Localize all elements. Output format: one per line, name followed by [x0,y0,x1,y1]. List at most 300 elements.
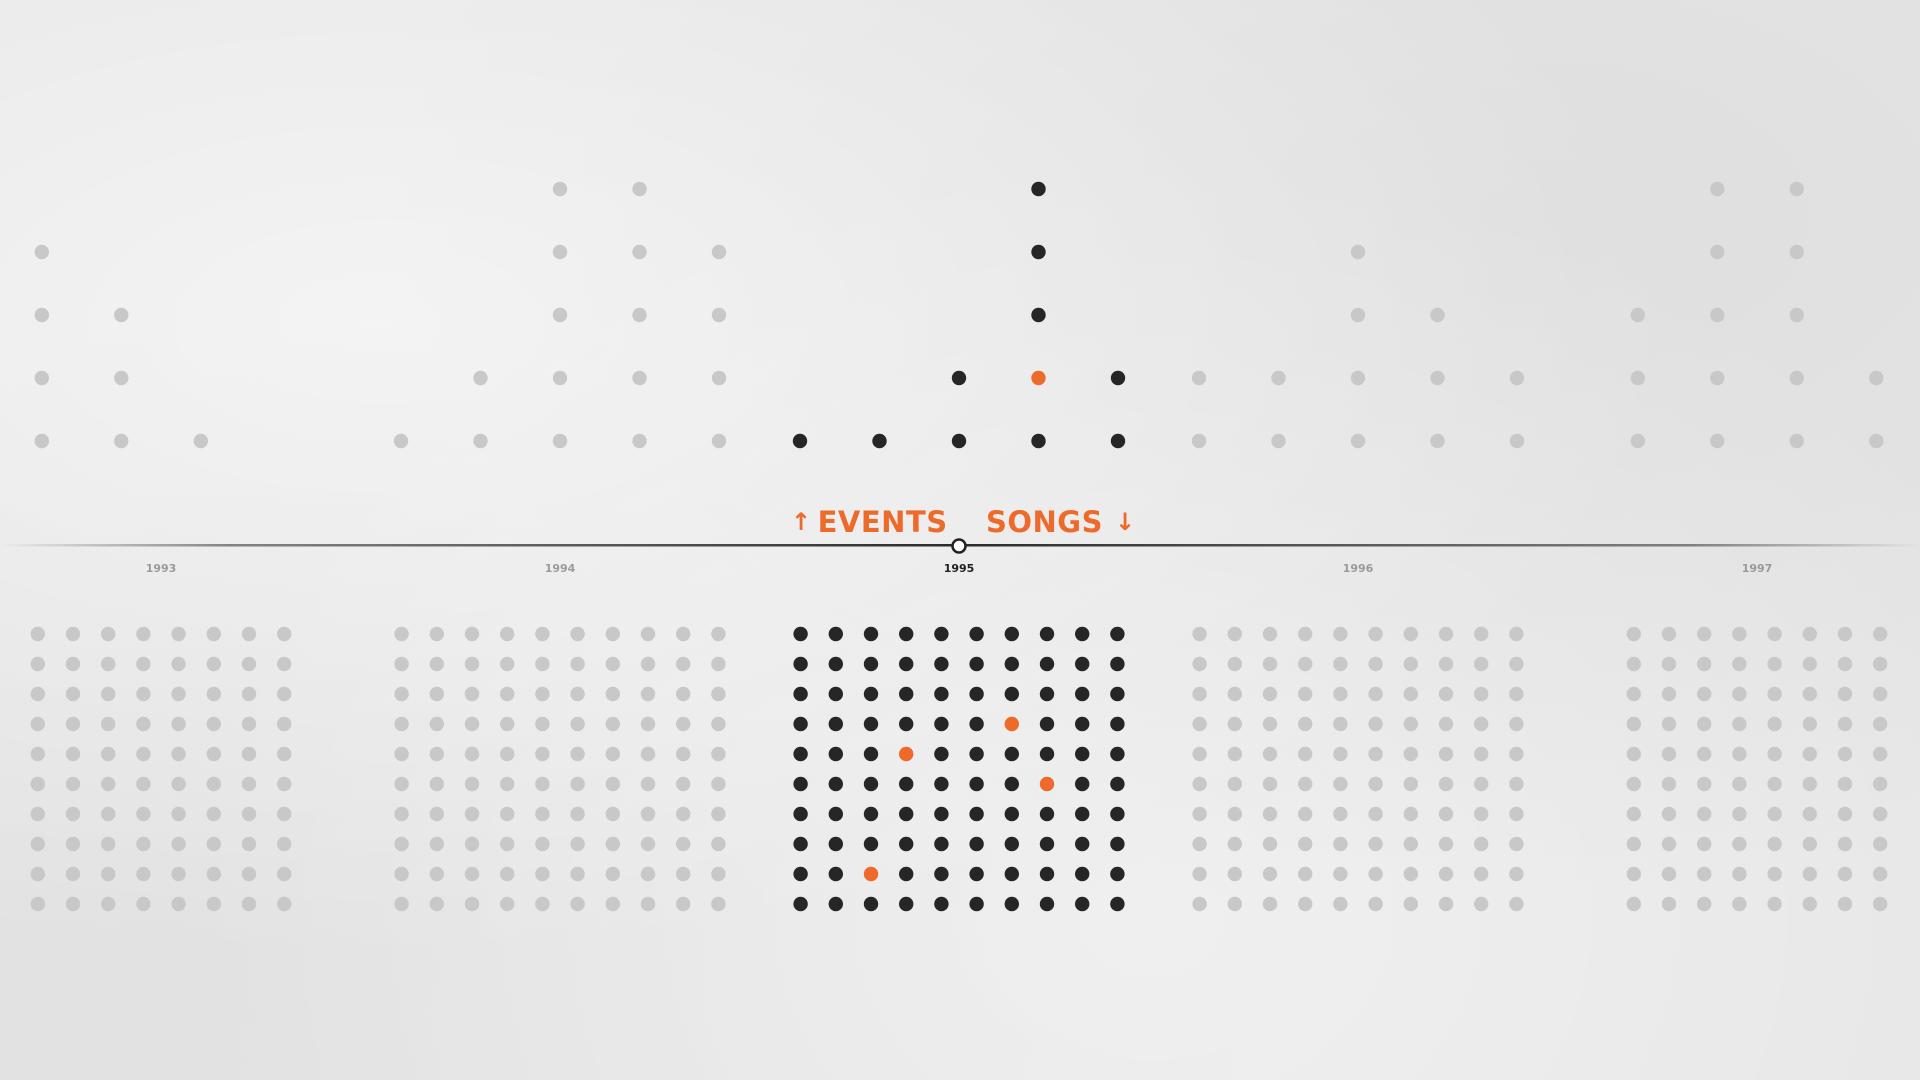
song-dot[interactable] [1040,837,1054,851]
song-dot[interactable] [1474,657,1488,671]
event-dot[interactable] [632,182,646,196]
song-dot[interactable] [1767,627,1781,641]
song-dot[interactable] [1697,807,1711,821]
song-dot[interactable] [1110,897,1124,911]
event-dot[interactable] [1031,308,1045,322]
song-dot[interactable] [31,627,45,641]
song-dot[interactable] [242,837,256,851]
song-dot[interactable] [793,777,807,791]
song-dot[interactable] [1474,867,1488,881]
song-dot[interactable] [1075,747,1089,761]
song-dot[interactable] [934,717,948,731]
song-dot[interactable] [1697,837,1711,851]
song-dot[interactable] [969,657,983,671]
song-dot[interactable] [934,897,948,911]
song-dot[interactable] [1838,777,1852,791]
song-dot[interactable] [66,897,80,911]
song-dot[interactable] [1697,777,1711,791]
song-dot[interactable] [676,777,690,791]
song-dot[interactable] [1298,627,1312,641]
song-dot[interactable] [829,837,843,851]
song-dot[interactable] [1404,777,1418,791]
song-dot[interactable] [606,657,620,671]
song-dot[interactable] [1040,657,1054,671]
song-dot[interactable] [1228,867,1242,881]
song-dot[interactable] [1368,777,1382,791]
song-dot[interactable] [1404,627,1418,641]
song-dot[interactable] [969,777,983,791]
song-dot[interactable] [465,837,479,851]
song-dot[interactable] [1697,627,1711,641]
song-dot[interactable] [430,717,444,731]
song-dot[interactable] [1732,867,1746,881]
song-dot[interactable] [66,717,80,731]
event-dot[interactable] [1351,371,1365,385]
song-dot[interactable] [1697,867,1711,881]
event-dot[interactable] [952,371,966,385]
song-dot[interactable] [1333,747,1347,761]
song-dot[interactable] [793,687,807,701]
song-dot[interactable] [465,687,479,701]
song-dot[interactable] [676,717,690,731]
song-dot[interactable] [1627,657,1641,671]
song-dot[interactable] [535,897,549,911]
song-dot[interactable] [242,747,256,761]
song-dot[interactable] [676,837,690,851]
song-dot[interactable] [1732,627,1746,641]
song-dot[interactable] [394,837,408,851]
song-dot[interactable] [500,627,514,641]
event-dot[interactable] [1510,434,1524,448]
song-dot[interactable] [1333,867,1347,881]
song-dot[interactable] [171,747,185,761]
song-dot[interactable] [1803,897,1817,911]
event-dot[interactable] [553,371,567,385]
song-dot[interactable] [1040,777,1054,791]
song-dot[interactable] [277,627,291,641]
song-dot[interactable] [207,897,221,911]
event-dot[interactable] [1790,182,1804,196]
song-dot[interactable] [1075,627,1089,641]
song-dot[interactable] [641,867,655,881]
song-dot[interactable] [66,657,80,671]
song-dot[interactable] [899,657,913,671]
song-dot[interactable] [1803,807,1817,821]
song-dot[interactable] [1697,657,1711,671]
song-dot[interactable] [864,687,878,701]
song-dot[interactable] [1509,747,1523,761]
song-dot[interactable] [1767,687,1781,701]
event-dot[interactable] [1031,182,1045,196]
song-dot[interactable] [1075,837,1089,851]
event-dot[interactable] [1031,245,1045,259]
song-dot[interactable] [1627,807,1641,821]
song-dot[interactable] [1873,867,1887,881]
song-dot[interactable] [969,897,983,911]
song-dot[interactable] [606,777,620,791]
song-dot[interactable] [535,807,549,821]
song-dot[interactable] [242,717,256,731]
song-dot[interactable] [1110,777,1124,791]
song-dot[interactable] [465,807,479,821]
song-dot[interactable] [1509,867,1523,881]
song-dot[interactable] [500,867,514,881]
year-label[interactable]: 1996 [1342,562,1374,575]
song-dot[interactable] [570,867,584,881]
song-dot[interactable] [1838,837,1852,851]
song-dot[interactable] [1838,897,1852,911]
song-dot[interactable] [394,867,408,881]
song-dot[interactable] [242,867,256,881]
song-dot[interactable] [277,897,291,911]
event-dot[interactable] [1510,371,1524,385]
song-dot[interactable] [101,777,115,791]
song-dot[interactable] [829,897,843,911]
song-dot[interactable] [430,657,444,671]
song-dot[interactable] [1228,627,1242,641]
song-dot[interactable] [1404,867,1418,881]
song-dot[interactable] [1040,867,1054,881]
event-dot[interactable] [1271,371,1285,385]
song-dot[interactable] [1767,777,1781,791]
song-dot[interactable] [1662,747,1676,761]
song-dot[interactable] [31,837,45,851]
song-dot[interactable] [430,747,444,761]
song-dot[interactable] [242,777,256,791]
song-dot[interactable] [793,657,807,671]
song-dot[interactable] [1474,777,1488,791]
song-dot[interactable] [1298,867,1312,881]
song-dot[interactable] [864,717,878,731]
song-dot[interactable] [711,717,725,731]
event-dot[interactable] [1631,371,1645,385]
song-dot[interactable] [1110,717,1124,731]
song-dot[interactable] [676,897,690,911]
song-dot[interactable] [465,717,479,731]
event-dot[interactable] [1271,434,1285,448]
song-dot[interactable] [1298,807,1312,821]
song-dot[interactable] [606,897,620,911]
song-dot[interactable] [1662,867,1676,881]
event-dot[interactable] [1192,434,1206,448]
event-dot[interactable] [35,371,49,385]
song-dot[interactable] [136,747,150,761]
event-dot[interactable] [872,434,886,448]
song-dot[interactable] [430,687,444,701]
song-dot[interactable] [1732,777,1746,791]
song-dot[interactable] [1333,717,1347,731]
song-dot[interactable] [1439,717,1453,731]
song-dot[interactable] [1228,657,1242,671]
song-dot[interactable] [1192,747,1206,761]
song-dot[interactable] [676,657,690,671]
song-dot[interactable] [1040,717,1054,731]
song-dot[interactable] [570,747,584,761]
song-dot[interactable] [1873,627,1887,641]
song-dot[interactable] [1298,897,1312,911]
songs-legend[interactable] [986,500,1136,544]
song-dot[interactable] [641,717,655,731]
song-dot[interactable] [207,747,221,761]
song-dot[interactable] [1005,777,1019,791]
song-dot[interactable] [570,837,584,851]
event-dot[interactable] [1351,434,1365,448]
song-dot[interactable] [1803,717,1817,731]
song-dot[interactable] [1263,837,1277,851]
song-dot[interactable] [1803,627,1817,641]
song-dot[interactable] [207,717,221,731]
song-dot[interactable] [1439,687,1453,701]
song-dot[interactable] [1767,807,1781,821]
song-dot[interactable] [535,687,549,701]
song-dot[interactable] [864,657,878,671]
song-dot[interactable] [66,777,80,791]
song-dot[interactable] [535,777,549,791]
song-dot[interactable] [829,747,843,761]
song-dot[interactable] [1075,717,1089,731]
song-dot[interactable] [171,837,185,851]
song-dot[interactable] [934,687,948,701]
song-dot[interactable] [1040,897,1054,911]
song-dot[interactable] [606,807,620,821]
song-dot[interactable] [829,657,843,671]
song-dot[interactable] [1192,657,1206,671]
event-dot[interactable] [712,308,726,322]
song-dot[interactable] [829,867,843,881]
song-dot[interactable] [934,837,948,851]
song-dot[interactable] [242,897,256,911]
event-dot[interactable] [35,245,49,259]
song-dot[interactable] [606,837,620,851]
song-dot[interactable] [864,897,878,911]
song-dot[interactable] [1404,717,1418,731]
event-dot[interactable] [712,371,726,385]
song-dot[interactable] [1228,897,1242,911]
song-dot[interactable] [1333,897,1347,911]
song-dot[interactable] [535,627,549,641]
song-dot[interactable] [1767,747,1781,761]
song-dot[interactable] [899,687,913,701]
song-dot[interactable] [500,747,514,761]
song-dot[interactable] [1509,807,1523,821]
events-legend[interactable] [791,500,948,544]
song-dot[interactable] [969,687,983,701]
song-dot[interactable] [394,627,408,641]
song-dot[interactable] [1368,807,1382,821]
song-dot[interactable] [1474,627,1488,641]
song-dot[interactable] [394,747,408,761]
song-dot[interactable] [242,687,256,701]
song-dot[interactable] [535,657,549,671]
song-dot[interactable] [934,867,948,881]
song-dot[interactable] [277,717,291,731]
song-dot[interactable] [641,777,655,791]
event-dot[interactable] [952,434,966,448]
song-dot[interactable] [31,867,45,881]
song-dot[interactable] [207,837,221,851]
song-dot[interactable] [1697,897,1711,911]
song-dot[interactable] [1439,897,1453,911]
song-dot[interactable] [1662,657,1676,671]
song-dot[interactable] [1298,747,1312,761]
song-dot[interactable] [1732,807,1746,821]
song-dot[interactable] [1662,837,1676,851]
event-dot[interactable] [114,308,128,322]
event-dot[interactable] [553,182,567,196]
song-dot[interactable] [864,777,878,791]
song-dot[interactable] [101,687,115,701]
song-dot[interactable] [1263,897,1277,911]
song-dot[interactable] [969,747,983,761]
song-dot[interactable] [277,777,291,791]
song-dot[interactable] [570,897,584,911]
song-dot[interactable] [1838,627,1852,641]
song-dot[interactable] [1873,687,1887,701]
song-dot[interactable] [1075,867,1089,881]
song-dot[interactable] [711,627,725,641]
song-dot[interactable] [101,747,115,761]
song-dot[interactable] [570,687,584,701]
song-dot[interactable] [1474,747,1488,761]
song-dot[interactable] [793,717,807,731]
song-dot[interactable] [1662,717,1676,731]
song-dot[interactable] [1298,687,1312,701]
song-dot[interactable] [430,837,444,851]
song-dot[interactable] [1873,777,1887,791]
song-dot[interactable] [1298,777,1312,791]
song-dot[interactable] [1192,717,1206,731]
song-dot[interactable] [1767,897,1781,911]
song-dot[interactable] [1803,687,1817,701]
event-dot[interactable] [35,308,49,322]
event-dot[interactable] [1351,308,1365,322]
song-dot[interactable] [1005,717,1019,731]
song-dot[interactable] [171,657,185,671]
timeline-selected-marker[interactable] [953,540,966,553]
song-dot[interactable] [1333,627,1347,641]
song-dot[interactable] [394,897,408,911]
song-dot[interactable] [934,627,948,641]
song-dot[interactable] [1439,657,1453,671]
song-dot[interactable] [136,807,150,821]
song-dot[interactable] [535,747,549,761]
song-dot[interactable] [1263,627,1277,641]
event-dot[interactable] [793,434,807,448]
song-dot[interactable] [606,687,620,701]
song-dot[interactable] [500,837,514,851]
song-dot[interactable] [1368,747,1382,761]
song-dot[interactable] [207,687,221,701]
song-dot[interactable] [711,867,725,881]
song-dot[interactable] [31,777,45,791]
song-dot[interactable] [66,867,80,881]
song-dot[interactable] [1627,897,1641,911]
song-dot[interactable] [570,627,584,641]
song-dot[interactable] [864,627,878,641]
song-dot[interactable] [1075,777,1089,791]
song-dot[interactable] [500,897,514,911]
song-dot[interactable] [430,777,444,791]
song-dot[interactable] [1333,657,1347,671]
event-dot[interactable] [473,434,487,448]
song-dot[interactable] [1110,627,1124,641]
song-dot[interactable] [570,657,584,671]
event-dot[interactable] [1790,245,1804,259]
song-dot[interactable] [136,867,150,881]
song-dot[interactable] [31,747,45,761]
event-dot[interactable] [114,434,128,448]
song-dot[interactable] [535,867,549,881]
song-dot[interactable] [1732,657,1746,671]
song-dot[interactable] [829,777,843,791]
event-dot[interactable] [1869,371,1883,385]
song-dot[interactable] [1368,867,1382,881]
song-dot[interactable] [136,687,150,701]
song-dot[interactable] [1228,777,1242,791]
song-dot[interactable] [1439,837,1453,851]
song-dot[interactable] [1192,687,1206,701]
song-dot[interactable] [1509,627,1523,641]
song-dot[interactable] [1509,657,1523,671]
song-dot[interactable] [1509,687,1523,701]
event-dot[interactable] [1111,434,1125,448]
song-dot[interactable] [1474,807,1488,821]
song-dot[interactable] [465,627,479,641]
song-dot[interactable] [1697,747,1711,761]
song-dot[interactable] [31,657,45,671]
song-dot[interactable] [66,837,80,851]
song-dot[interactable] [899,807,913,821]
song-dot[interactable] [101,867,115,881]
song-dot[interactable] [1263,717,1277,731]
song-dot[interactable] [242,627,256,641]
song-dot[interactable] [277,837,291,851]
song-dot[interactable] [641,897,655,911]
song-dot[interactable] [500,687,514,701]
song-dot[interactable] [465,657,479,671]
event-dot[interactable] [712,245,726,259]
song-dot[interactable] [1732,897,1746,911]
song-dot[interactable] [793,867,807,881]
song-dot[interactable] [207,867,221,881]
event-dot[interactable] [1631,308,1645,322]
song-dot[interactable] [711,837,725,851]
song-dot[interactable] [1005,657,1019,671]
song-dot[interactable] [136,837,150,851]
song-dot[interactable] [1192,867,1206,881]
song-dot[interactable] [1333,687,1347,701]
song-dot[interactable] [1474,837,1488,851]
song-dot[interactable] [676,687,690,701]
song-dot[interactable] [1767,657,1781,671]
song-dot[interactable] [1005,807,1019,821]
song-dot[interactable] [207,807,221,821]
song-dot[interactable] [394,717,408,731]
song-dot[interactable] [430,867,444,881]
song-dot[interactable] [500,807,514,821]
song-dot[interactable] [641,747,655,761]
song-dot[interactable] [31,897,45,911]
song-dot[interactable] [676,747,690,761]
song-dot[interactable] [711,687,725,701]
song-dot[interactable] [1192,777,1206,791]
song-dot[interactable] [535,837,549,851]
song-dot[interactable] [171,717,185,731]
song-dot[interactable] [1040,747,1054,761]
song-dot[interactable] [1838,687,1852,701]
song-dot[interactable] [136,777,150,791]
song-dot[interactable] [899,837,913,851]
